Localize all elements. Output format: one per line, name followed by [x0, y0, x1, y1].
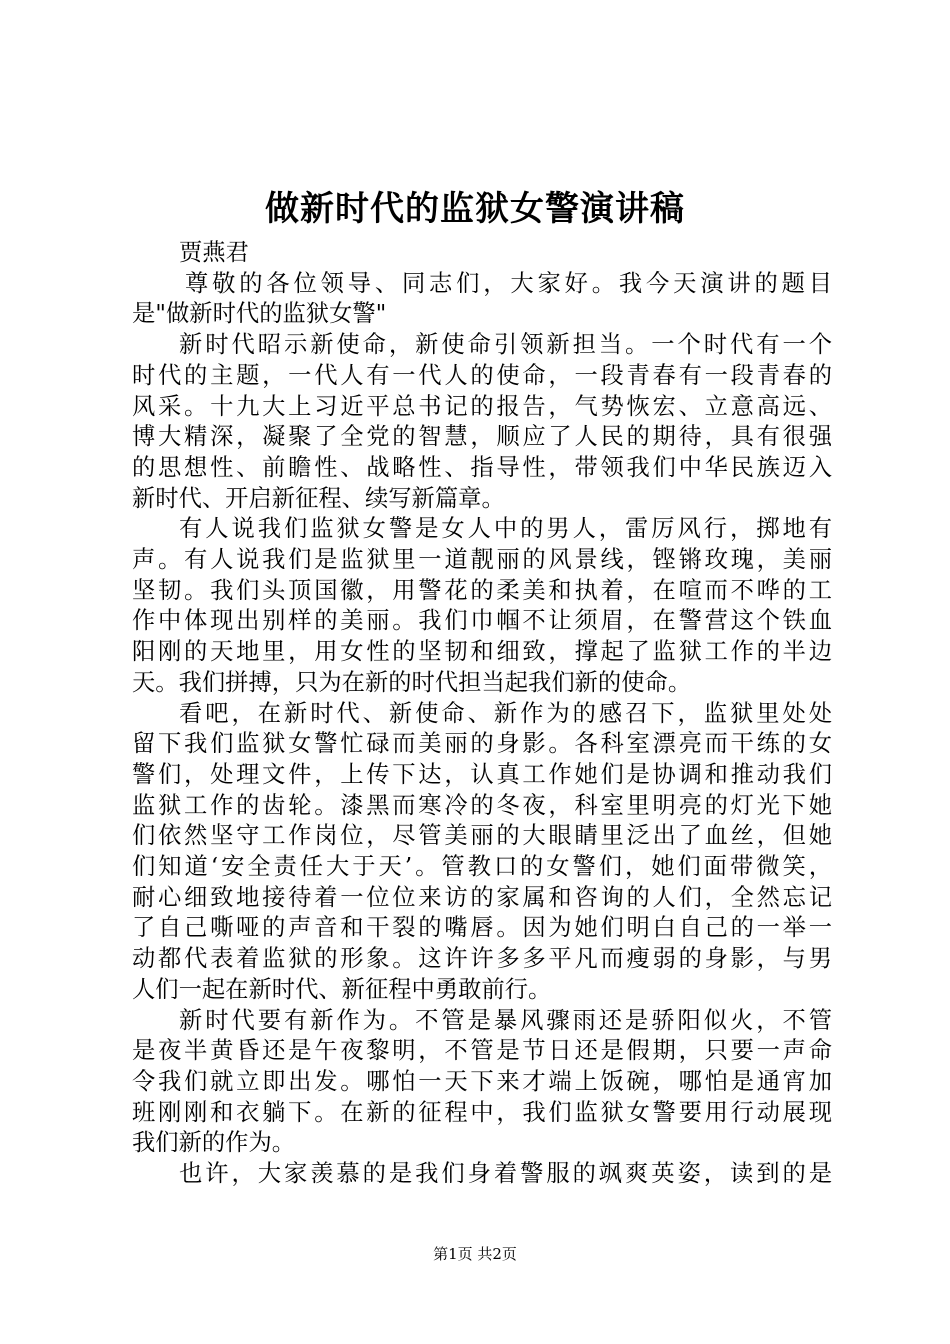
paragraph-line: 了自己嘶哑的声音和干裂的嘴唇。因为她们明白自己的一举一: [132, 914, 832, 942]
paragraph-line: 新时代、开启新征程、续写新篇章。: [132, 484, 505, 512]
paragraph-line: 令我们就立即出发。哪怕一天下来才端上饭碗，哪怕是通宵加: [132, 1067, 832, 1095]
paragraph-line: 新时代要有新作为。不管是暴风骤雨还是骄阳似火，不管: [179, 1006, 832, 1034]
paragraph: [132, 1006, 832, 1160]
paragraph: [132, 699, 832, 1006]
paragraph-line: 看吧，在新时代、新使命、新作为的感召下，监狱里处处: [179, 699, 832, 727]
paragraph-line: 们依然坚守工作岗位，尽管美丽的大眼睛里泛出了血丝，但她: [132, 822, 832, 850]
paragraph-line: 留下我们监狱女警忙碌而美丽的身影。各科室漂亮而干练的女: [132, 730, 832, 758]
paragraph-line: 监狱工作的齿轮。漆黑而寒冷的冬夜，科室里明亮的灯光下她: [132, 791, 832, 819]
paragraph: [132, 269, 832, 330]
paragraph-line: 新时代昭示新使命，新使命引领新担当。一个时代有一个: [179, 331, 832, 359]
paragraph-line: 人们一起在新时代、新征程中勇敢前行。: [132, 975, 552, 1003]
paragraph: [132, 1159, 832, 1190]
paragraph-line: 的思想性、前瞻性、战略性、指导性，带领我们中华民族迈入: [132, 453, 832, 481]
paragraph-line: 动都代表着监狱的形象。这许许多多平凡而瘦弱的身影，与男: [132, 945, 832, 973]
paragraph-line: 警们，处理文件，上传下达，认真工作她们是协调和推动我们: [132, 760, 832, 788]
paragraph-line: 有人说我们监狱女警是女人中的男人，雷厉风行，掷地有: [179, 515, 832, 543]
author-line: 贾燕君: [179, 239, 249, 266]
paragraph-line: 班刚刚和衣躺下。在新的征程中，我们监狱女警要用行动展现: [132, 1098, 832, 1126]
document-body: [132, 238, 832, 1190]
paragraph-line: 时代的主题，一代人有一代人的使命，一段青春有一段青春的: [132, 361, 832, 389]
page-footer: 第1页 共2页: [433, 1245, 517, 1263]
paragraph: [132, 514, 832, 698]
paragraph-line: 阳刚的天地里，用女性的坚韧和细致，撑起了监狱工作的半边: [132, 638, 832, 666]
paragraph-line: 坚韧。我们头顶国徽，用警花的柔美和执着，在喧而不哗的工: [132, 576, 832, 604]
paragraph-line: 我们新的作为。: [132, 1129, 296, 1157]
page-title: 做新时代的监狱女警演讲稿: [265, 189, 685, 229]
paragraph-line: 博大精深，凝聚了全党的智慧，顺应了人民的期待，具有很强: [132, 423, 832, 451]
paragraph-line: 耐心细致地接待着一位位来访的家属和咨询的人们，全然忘记: [132, 883, 832, 911]
paragraph-line: 们知道‘安全责任大于天’。管教口的女警们，她们面带微笑，: [132, 853, 832, 881]
paragraph: [132, 330, 832, 514]
paragraph-line: 作中体现出别样的美丽。我们巾帼不让须眉，在警营这个铁血: [132, 607, 832, 635]
paragraph-line: 声。有人说我们是监狱里一道靓丽的风景线，铿锵玫瑰，美丽: [132, 546, 832, 574]
paragraph-line: 是"做新时代的监狱女警": [132, 300, 387, 328]
paragraph-line: 尊敬的各位领导、同志们，大家好。我今天演讲的题目: [185, 269, 832, 297]
paragraph-line: 天。我们拼搏，只为在新的时代担当起我们新的使命。: [132, 668, 692, 696]
paragraph-line: 是夜半黄昏还是午夜黎明，不管是节日还是假期，只要一声命: [132, 1037, 832, 1065]
paragraph-line: 风采。十九大上习近平总书记的报告，气势恢宏、立意高远、: [132, 392, 832, 420]
paragraph-line: 也许，大家羡慕的是我们身着警服的飒爽英姿，读到的是: [179, 1160, 832, 1188]
